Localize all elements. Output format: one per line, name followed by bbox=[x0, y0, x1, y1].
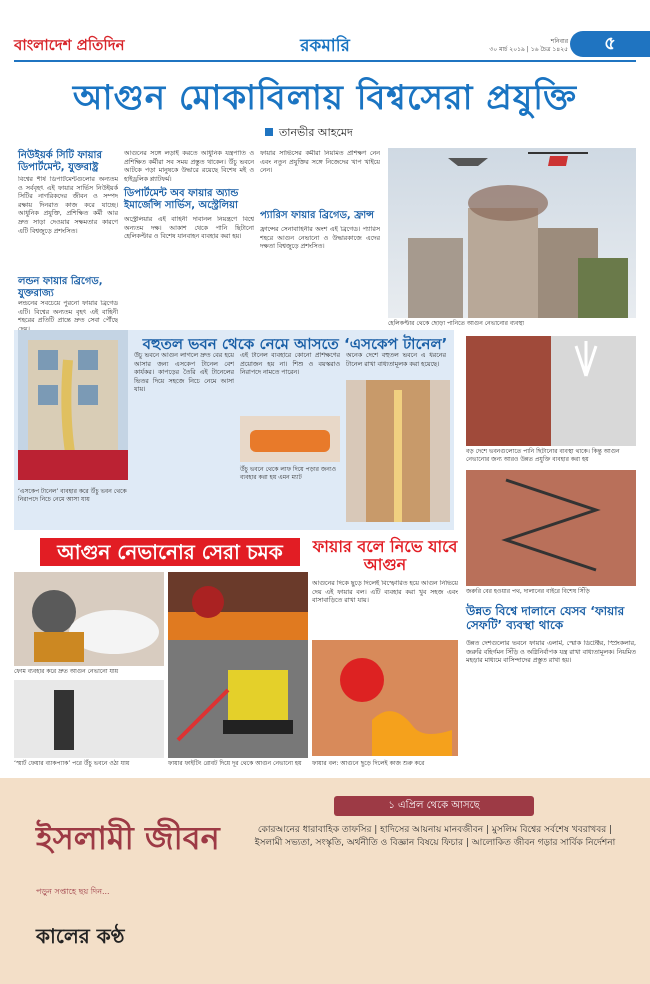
tunnel-text-1: উঁচু ভবনে আগুন লাগলে দ্রুত বের হয়ে আসার জন্য এসকেপ টানেল বেশ কার্যকর। কাপড়ের তৈরি এই টানেলের ভিতর দিয়ে সহজে নিচে নেমে আসা যায়। bbox=[134, 352, 234, 394]
date: ৩০ মার্চ ২০১৯ | ১৬ চৈত্র ১৪২৫ bbox=[489, 46, 568, 53]
tunnel-text-3: অনেক দেশে বহুতল ভবনে এ ধরনের টানেল রাখা বাধ্যতামূলক করা হয়েছে। bbox=[346, 352, 446, 368]
tunnel-building-photo bbox=[18, 330, 128, 480]
col1-subhead: নিউইয়র্ক সিটি ফায়ার ডিপার্টমেন্ট, যুক্তরাষ্ট্র bbox=[18, 150, 102, 173]
foam-art bbox=[14, 572, 164, 666]
newspaper-logo: বাংলাদেশ প্রতিদিন bbox=[14, 36, 125, 54]
fire-escape-art bbox=[466, 470, 636, 586]
col1-text: বিশ্বের শীর্ষ ডিপার্টমেন্টগুলোর অন্যতম ও সর্ববৃহৎ এই ফায়ার সার্ভিস নিউইয়র্ক সিটির নাগরিকদের জীবন ও সম্পদ রক্ষায় দিনরাত কাজ করে যাচ্ছে। আধুনিক প্রযুক্তি, প্রশিক্ষিত কর্মী আর দ্রুত সাড়া দেওয়ার সক্ষমতার কারণে এটি বিশ্বজুড়ে প্রশংসিত। bbox=[18, 176, 118, 235]
safety-text: উন্নত দেশগুলোর ভবনে ফায়ার এলার্ম, স্মোক ডিটেক্টর, স্প্রিংকলার, জরুরি বহির্গমন সিঁড়ি ও অগ্নিনির্বাপক যন্ত্র রাখা বাধ্যতামূলক। নিয়মিত মহড়ার মাধ্যমে বাসিন্দাদের প্রস্তুত রাখা হয়। bbox=[466, 640, 636, 665]
tunnel-building-art bbox=[18, 330, 128, 480]
col3-subhead: প্যারিস ফায়ার ব্রিগেড, ফ্রান্স bbox=[260, 210, 374, 221]
fireball-title: ফায়ার বলে নিভে যাবে আগুন bbox=[312, 537, 458, 574]
tunnel-mat-art bbox=[240, 416, 340, 462]
backpack-art bbox=[14, 680, 164, 758]
sprinkler-art bbox=[466, 336, 636, 446]
col1-text-2: লন্ডনের সবচেয়ে পুরনো ফায়ার ব্রিগেড এটি। বিশ্বের অন্যতম বৃহৎ এই বাহিনী শহরের প্রতিটি প্রান্তে দ্রুত সেবা পৌঁছে bbox=[18, 300, 118, 325]
ad-text: কোরআনের ধারাবাহিক তাফসির | হাদিসের আয়নায় মানবজীবন | মুসলিম বিশ্বের সর্বশেষ খবরাখবর | ইসলামী সভ্যতা, সংস্কৃতি, অর্থনীতি ও বিজ্ঞান বিষয়ে ফিচার | আলোকিত জীবন গড়ার সার্বিক নির্দেশনা bbox=[254, 825, 616, 848]
safety-title: উন্নত বিশ্বে দালানে যেসব ‘ফায়ার সেফটি’ ব্যবস্থা থাকে bbox=[466, 604, 625, 632]
ad-title: ইসলামী জীবন bbox=[36, 819, 220, 857]
col3-text: ফায়ার সার্ভিসের কর্মীরা নিয়মিত প্রশিক্ষণ নেন এবং নতুন প্রযুক্তির সঙ্গে নিজেদের খাপ খাইয়ে নেন। bbox=[260, 150, 380, 175]
foam-caption: ফোম ব্যবহার করে দ্রুত আগুন নেভানো যায় bbox=[14, 668, 119, 675]
header-divider bbox=[14, 60, 636, 62]
ad-brand: কালের কণ্ঠ bbox=[36, 924, 125, 948]
section-title: রকমারি bbox=[300, 36, 350, 56]
page-number: ৫ bbox=[570, 31, 650, 57]
day: শনিবার bbox=[550, 38, 568, 45]
col2-subhead: ডিপার্টমেন্ট অব ফায়ার অ্যান্ড ইমার্জেন্সি সার্ভিস, অস্ট্রেলিয়া bbox=[124, 188, 239, 211]
ad-read: পড়ুন সপ্তাহে ছয় দিন... bbox=[36, 887, 110, 896]
fire-escape-caption: জরুরি বের হওয়ার পথ, দালানের বাইরে বিশেষ সিঁড়ি bbox=[466, 588, 590, 595]
byline-marker bbox=[265, 128, 273, 136]
helicopter-photo-art bbox=[388, 148, 636, 318]
tunnel-text-2: এই টানেল ব্যবহারে কোনো প্রশিক্ষণের প্রয়োজন হয় না। শিশু ও বয়স্করাও নিরাপদে নামতে পারেন। bbox=[240, 352, 340, 377]
tunnel-tower-art bbox=[346, 380, 450, 522]
ad-tag: ১ এপ্রিল থেকে আসছে bbox=[334, 796, 534, 816]
byline bbox=[265, 124, 353, 143]
backpack-caption: ‘স্মার্ট ফেয়ার ব্যাকপ্যাক’ পরে উঁচু ভবনে ওঠা যায় bbox=[14, 760, 130, 767]
gallery-title: আগুন নেভানোর সেরা চমক bbox=[40, 538, 300, 566]
byline-text: তানভীর আহমেদ bbox=[279, 126, 353, 139]
col1-subhead-2: লন্ডন ফায়ার ব্রিগেড, যুক্তরাজ্য bbox=[18, 276, 103, 299]
helicopter-photo bbox=[388, 148, 636, 318]
sprinkler-photo bbox=[466, 336, 636, 446]
fireball-text: আগুনের দিকে ছুড়ে দিলেই বিস্ফোরিত হয়ে আগুন নিভিয়ে দেয় এই ফায়ার বল। এটি ব্যবহার করা খুব সহজ এবং বাসাবাড়িতে রাখা যায়। bbox=[312, 580, 458, 605]
robot-art bbox=[168, 640, 308, 758]
tunnel-title: বহুতল ভবন থেকে নেমে আসতে ‘এসকেপ টানেল’ bbox=[142, 335, 448, 353]
backpack-photo bbox=[14, 680, 164, 758]
helicopter-photo-caption: হেলিকপ্টার থেকে ছোড়া পানিতে আগুন নেভানোর ব্যবস্থা bbox=[388, 320, 524, 327]
fireball-photo bbox=[312, 640, 458, 756]
col2-text-2: অস্ট্রেলিয়ার এই বাহিনী দাবানল নিয়ন্ত্রণে বিশ্বে অন্যতম দক্ষ। আকাশ থেকে পানি ছিটানো হেলিকপ্টার ও বিশেষ যানবাহন ব্যবহার করা হয়। bbox=[124, 216, 254, 241]
tunnel-tower-photo bbox=[346, 380, 450, 522]
fire-escape-photo bbox=[466, 470, 636, 586]
col2-text: আগুনের সঙ্গে লড়াই করতে আধুনিক যন্ত্রপাতি ও প্রশিক্ষিত কর্মীরা সব সময় প্রস্তুত থাকেন। উঁচু ভবনে আটকে পড়া মানুষকে উদ্ধারে রয়েছে বিশেষ মই ও হাইড্রলিক প্ল্যাটফর্ম। bbox=[124, 150, 254, 183]
tunnel-left-caption: ‘এসকেপ টানেল’ ব্যবহার করে উঁচু ভবন থেকে নিরাপদে নিচে নেমে আসা যায় bbox=[18, 488, 127, 503]
sprinkler-caption: বড় দেশে ভবনগুলোতে পানি ছিটানোর ব্যবস্থা থাকে। কিন্তু আগুন নেভানোর জন্য আরও উন্নত প্রযুক্তি ব্যবহার করা হয় bbox=[466, 448, 620, 463]
foam-photo bbox=[14, 572, 164, 666]
col3-text-2: ফ্রান্সের সেনাবাহিনীর অংশ এই ব্রিগেড। প্যারিস শহরে আগুন নেভানো ও উদ্ধারকাজে এদের দক্ষতা বিশ্বজুড়ে প্রশংসিত। bbox=[260, 226, 380, 251]
robot-caption: ফায়ার ফাইটিং রোবট দিয়ে দূর থেকে আগুন নেভানো হয় bbox=[168, 760, 302, 767]
date-line bbox=[408, 38, 568, 54]
fireball-caption: ফায়ার বল: আগুনে ছুড়ে দিলেই কাজ শুরু করে bbox=[312, 760, 425, 767]
tunnel-mid-caption: উঁচু ভবনে থেকে লাফ দিয়ে পড়ার জন্যও ব্যবহার করা হয় এমন ম্যাট bbox=[240, 466, 336, 481]
tunnel-mat-photo bbox=[240, 416, 340, 462]
headline: আগুন মোকাবিলায় বিশ্বসেরা প্রযুক্তি bbox=[72, 78, 578, 118]
robot-photo bbox=[168, 640, 308, 758]
fireball-art bbox=[312, 640, 458, 756]
